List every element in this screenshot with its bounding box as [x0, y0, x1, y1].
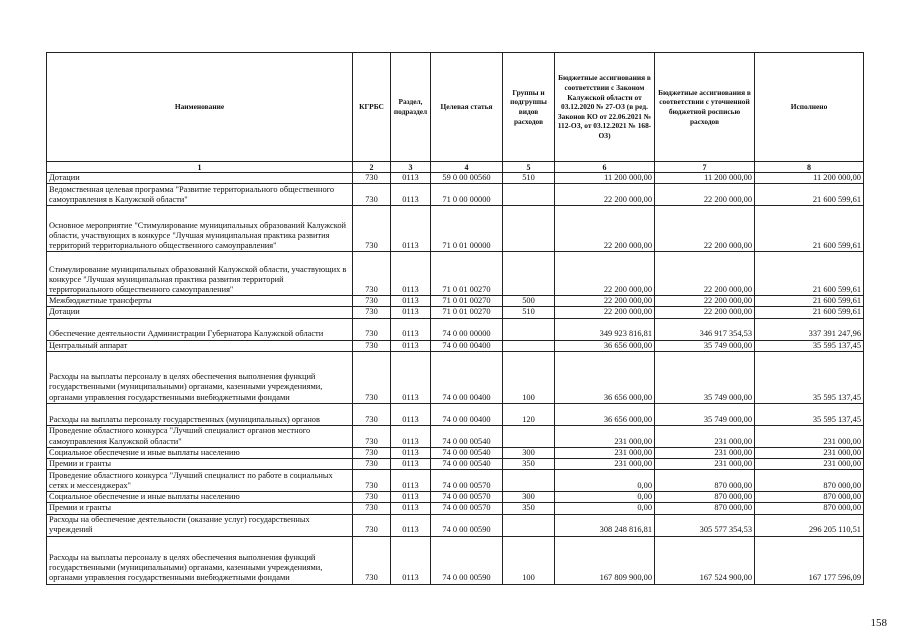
- row-name: Социальное обеспечение и иные выплаты населению: [47, 447, 353, 458]
- row-expense-group: [503, 425, 555, 447]
- row-target-article: 59 0 00 00560: [431, 173, 503, 184]
- table-row: [47, 307, 864, 318]
- row-executed: 21 600 599,61: [755, 307, 864, 318]
- column-number: 3: [391, 162, 431, 173]
- column-number-row: [47, 162, 864, 173]
- header-target-article: Целевая статья: [431, 53, 503, 162]
- row-target-article: 74 0 00 00590: [431, 514, 503, 536]
- row-expense-group: 300: [503, 492, 555, 503]
- row-target-article: 74 0 00 00400: [431, 351, 503, 403]
- row-section: 0113: [391, 318, 431, 340]
- row-target-article: 74 0 00 00570: [431, 492, 503, 503]
- budget-table: [46, 52, 864, 585]
- row-target-article: 71 0 00 00000: [431, 184, 503, 206]
- row-law-allocation: 0,00: [555, 492, 655, 503]
- row-section: 0113: [391, 173, 431, 184]
- header-revised-allocations: Бюджетные ассигнования в соответствии с уточненной бюджетной росписью расходов: [655, 53, 755, 162]
- table-row: [47, 514, 864, 536]
- row-target-article: 74 0 00 00400: [431, 403, 503, 425]
- row-kgrbs: 730: [353, 340, 391, 351]
- row-executed: 870 000,00: [755, 503, 864, 514]
- row-revised-allocation: 22 200 000,00: [655, 296, 755, 307]
- row-section: 0113: [391, 459, 431, 470]
- row-name: Ведомственная целевая программа "Развитие территориального общественного самоуправления в Калужской области": [47, 184, 353, 206]
- column-number: 1: [47, 162, 353, 173]
- row-law-allocation: 22 200 000,00: [555, 206, 655, 252]
- row-target-article: 74 0 00 00000: [431, 318, 503, 340]
- row-executed: 167 177 596,09: [755, 536, 864, 584]
- row-kgrbs: 730: [353, 459, 391, 470]
- row-kgrbs: 730: [353, 351, 391, 403]
- header-kgrbs: КГРБС: [353, 53, 391, 162]
- row-name: Межбюджетные трансферты: [47, 296, 353, 307]
- row-executed: 35 595 137,45: [755, 403, 864, 425]
- table-row: [47, 206, 864, 252]
- row-law-allocation: 36 656 000,00: [555, 340, 655, 351]
- table-row: [47, 536, 864, 584]
- row-name: Расходы на выплаты персоналу государственных (муниципальных) органов: [47, 403, 353, 425]
- row-section: 0113: [391, 470, 431, 492]
- row-expense-group: [503, 470, 555, 492]
- row-executed: 231 000,00: [755, 447, 864, 458]
- row-kgrbs: 730: [353, 425, 391, 447]
- row-executed: 21 600 599,61: [755, 252, 864, 296]
- row-expense-group: 350: [503, 503, 555, 514]
- row-target-article: 74 0 00 00400: [431, 340, 503, 351]
- row-law-allocation: 36 656 000,00: [555, 351, 655, 403]
- row-kgrbs: 730: [353, 296, 391, 307]
- row-name: Премии и гранты: [47, 459, 353, 470]
- row-expense-group: 500: [503, 296, 555, 307]
- row-name: Премии и гранты: [47, 503, 353, 514]
- row-kgrbs: 730: [353, 514, 391, 536]
- row-expense-group: 100: [503, 536, 555, 584]
- row-expense-group: [503, 206, 555, 252]
- row-section: 0113: [391, 252, 431, 296]
- row-name: Социальное обеспечение и иные выплаты населению: [47, 492, 353, 503]
- row-section: 0113: [391, 503, 431, 514]
- row-kgrbs: 730: [353, 173, 391, 184]
- table-row: [47, 318, 864, 340]
- table-body: [47, 173, 864, 585]
- header-row: [47, 53, 864, 162]
- row-name: Стимулирование муниципальных образований Калужской области, участвующих в конкурсе "Лучшая муниципальная практика развития территорий территориального общественного самоуправления": [47, 252, 353, 296]
- row-name: Проведение областного конкурса "Лучший специалист по работе в социальных сетях и мессенджерах": [47, 470, 353, 492]
- table-row: [47, 459, 864, 470]
- row-target-article: 74 0 00 00590: [431, 536, 503, 584]
- row-expense-group: [503, 514, 555, 536]
- row-revised-allocation: 167 524 900,00: [655, 536, 755, 584]
- row-executed: 231 000,00: [755, 425, 864, 447]
- row-expense-group: [503, 318, 555, 340]
- row-target-article: 74 0 00 00540: [431, 447, 503, 458]
- row-revised-allocation: 22 200 000,00: [655, 252, 755, 296]
- row-kgrbs: 730: [353, 503, 391, 514]
- table-row: [47, 492, 864, 503]
- row-revised-allocation: 305 577 354,53: [655, 514, 755, 536]
- row-law-allocation: 22 200 000,00: [555, 307, 655, 318]
- row-name: Расходы на выплаты персоналу в целях обеспечения выполнения функций государственными (муниципальными) органами, казенными учреждениями, органами управления государственными внебюджетными фондами: [47, 536, 353, 584]
- row-revised-allocation: 35 749 000,00: [655, 351, 755, 403]
- row-name: Расходы на обеспечение деятельности (оказание услуг) государственных учреждений: [47, 514, 353, 536]
- row-executed: 870 000,00: [755, 470, 864, 492]
- row-law-allocation: 22 200 000,00: [555, 184, 655, 206]
- row-executed: 21 600 599,61: [755, 296, 864, 307]
- row-section: 0113: [391, 184, 431, 206]
- row-name: Основное мероприятие "Стимулирование муниципальных образований Калужской области, участвующих в конкурсе "Лучшая муниципальная практика развития территорий территориального общественного самоуправления": [47, 206, 353, 252]
- table-row: [47, 340, 864, 351]
- table-row: [47, 296, 864, 307]
- row-target-article: 74 0 00 00570: [431, 470, 503, 492]
- row-section: 0113: [391, 403, 431, 425]
- budget-table-container: [46, 52, 863, 585]
- row-law-allocation: 308 248 816,81: [555, 514, 655, 536]
- row-expense-group: [503, 252, 555, 296]
- row-name: Проведение областного конкурса "Лучший специалист органов местного самоуправления Калужской области": [47, 425, 353, 447]
- row-revised-allocation: 35 749 000,00: [655, 403, 755, 425]
- row-executed: 231 000,00: [755, 459, 864, 470]
- row-target-article: 71 0 01 00270: [431, 307, 503, 318]
- table-row: [47, 173, 864, 184]
- row-kgrbs: 730: [353, 318, 391, 340]
- row-section: 0113: [391, 296, 431, 307]
- row-revised-allocation: 231 000,00: [655, 459, 755, 470]
- row-name: Расходы на выплаты персоналу в целях обеспечения выполнения функций государственными (муниципальными) органами, казенными учреждениями, органами управления государственными внебюджетными фондами: [47, 351, 353, 403]
- row-revised-allocation: 22 200 000,00: [655, 206, 755, 252]
- column-number: 8: [755, 162, 864, 173]
- row-section: 0113: [391, 351, 431, 403]
- header-executed: Исполнено: [755, 53, 864, 162]
- table-row: [47, 351, 864, 403]
- header-name: Наименование: [47, 53, 353, 162]
- row-name: Дотации: [47, 307, 353, 318]
- header-law-allocations: Бюджетные ассигнования в соответствии с Законом Калужской области от 03.12.2020 № 27-ОЗ (в ред. Законов КО от 22.06.2021 № 112-ОЗ, от 03.12.2021 № 168-ОЗ): [555, 53, 655, 162]
- row-revised-allocation: 870 000,00: [655, 492, 755, 503]
- row-law-allocation: 36 656 000,00: [555, 403, 655, 425]
- row-revised-allocation: 35 749 000,00: [655, 340, 755, 351]
- row-executed: 11 200 000,00: [755, 173, 864, 184]
- row-target-article: 74 0 00 00570: [431, 503, 503, 514]
- row-executed: 21 600 599,61: [755, 184, 864, 206]
- row-expense-group: 100: [503, 351, 555, 403]
- table-row: [47, 184, 864, 206]
- row-revised-allocation: 346 917 354,53: [655, 318, 755, 340]
- table-row: [47, 470, 864, 492]
- row-law-allocation: 0,00: [555, 470, 655, 492]
- row-revised-allocation: 22 200 000,00: [655, 184, 755, 206]
- header-expense-groups: Группы и подгруппы видов расходов: [503, 53, 555, 162]
- row-section: 0113: [391, 447, 431, 458]
- row-expense-group: [503, 184, 555, 206]
- row-section: 0113: [391, 307, 431, 318]
- row-executed: 35 595 137,45: [755, 351, 864, 403]
- column-number: 7: [655, 162, 755, 173]
- row-executed: 870 000,00: [755, 492, 864, 503]
- row-target-article: 71 0 01 00270: [431, 296, 503, 307]
- row-name: Центральный аппарат: [47, 340, 353, 351]
- row-revised-allocation: 22 200 000,00: [655, 307, 755, 318]
- page-number: 158: [870, 617, 887, 629]
- row-expense-group: 120: [503, 403, 555, 425]
- row-kgrbs: 730: [353, 492, 391, 503]
- row-target-article: 74 0 00 00540: [431, 459, 503, 470]
- row-expense-group: 350: [503, 459, 555, 470]
- row-revised-allocation: 11 200 000,00: [655, 173, 755, 184]
- row-kgrbs: 730: [353, 403, 391, 425]
- row-section: 0113: [391, 206, 431, 252]
- row-section: 0113: [391, 514, 431, 536]
- table-row: [47, 425, 864, 447]
- table-row: [47, 503, 864, 514]
- row-law-allocation: 231 000,00: [555, 459, 655, 470]
- row-kgrbs: 730: [353, 252, 391, 296]
- header-section: Раздел, подраздел: [391, 53, 431, 162]
- row-section: 0113: [391, 425, 431, 447]
- row-revised-allocation: 870 000,00: [655, 503, 755, 514]
- row-target-article: 71 0 01 00270: [431, 252, 503, 296]
- row-executed: 296 205 110,51: [755, 514, 864, 536]
- row-expense-group: 300: [503, 447, 555, 458]
- row-law-allocation: 167 809 900,00: [555, 536, 655, 584]
- row-kgrbs: 730: [353, 470, 391, 492]
- row-target-article: 71 0 01 00000: [431, 206, 503, 252]
- column-number: 6: [555, 162, 655, 173]
- row-executed: 21 600 599,61: [755, 206, 864, 252]
- row-name: Дотации: [47, 173, 353, 184]
- row-kgrbs: 730: [353, 206, 391, 252]
- row-kgrbs: 730: [353, 307, 391, 318]
- row-expense-group: [503, 340, 555, 351]
- row-executed: 35 595 137,45: [755, 340, 864, 351]
- row-kgrbs: 730: [353, 447, 391, 458]
- row-law-allocation: 22 200 000,00: [555, 252, 655, 296]
- row-revised-allocation: 231 000,00: [655, 447, 755, 458]
- row-target-article: 74 0 00 00540: [431, 425, 503, 447]
- row-name: Обеспечение деятельности Администрации Губернатора Калужской области: [47, 318, 353, 340]
- row-expense-group: 510: [503, 307, 555, 318]
- row-kgrbs: 730: [353, 184, 391, 206]
- row-law-allocation: 231 000,00: [555, 425, 655, 447]
- row-section: 0113: [391, 340, 431, 351]
- row-executed: 337 391 247,96: [755, 318, 864, 340]
- row-law-allocation: 11 200 000,00: [555, 173, 655, 184]
- column-number: 5: [503, 162, 555, 173]
- row-expense-group: 510: [503, 173, 555, 184]
- row-law-allocation: 349 923 816,81: [555, 318, 655, 340]
- row-section: 0113: [391, 492, 431, 503]
- table-row: [47, 252, 864, 296]
- row-law-allocation: 231 000,00: [555, 447, 655, 458]
- row-section: 0113: [391, 536, 431, 584]
- table-row: [47, 403, 864, 425]
- row-law-allocation: 0,00: [555, 503, 655, 514]
- row-kgrbs: 730: [353, 536, 391, 584]
- table-row: [47, 447, 864, 458]
- row-revised-allocation: 231 000,00: [655, 425, 755, 447]
- row-law-allocation: 22 200 000,00: [555, 296, 655, 307]
- column-number: 2: [353, 162, 391, 173]
- column-number: 4: [431, 162, 503, 173]
- row-revised-allocation: 870 000,00: [655, 470, 755, 492]
